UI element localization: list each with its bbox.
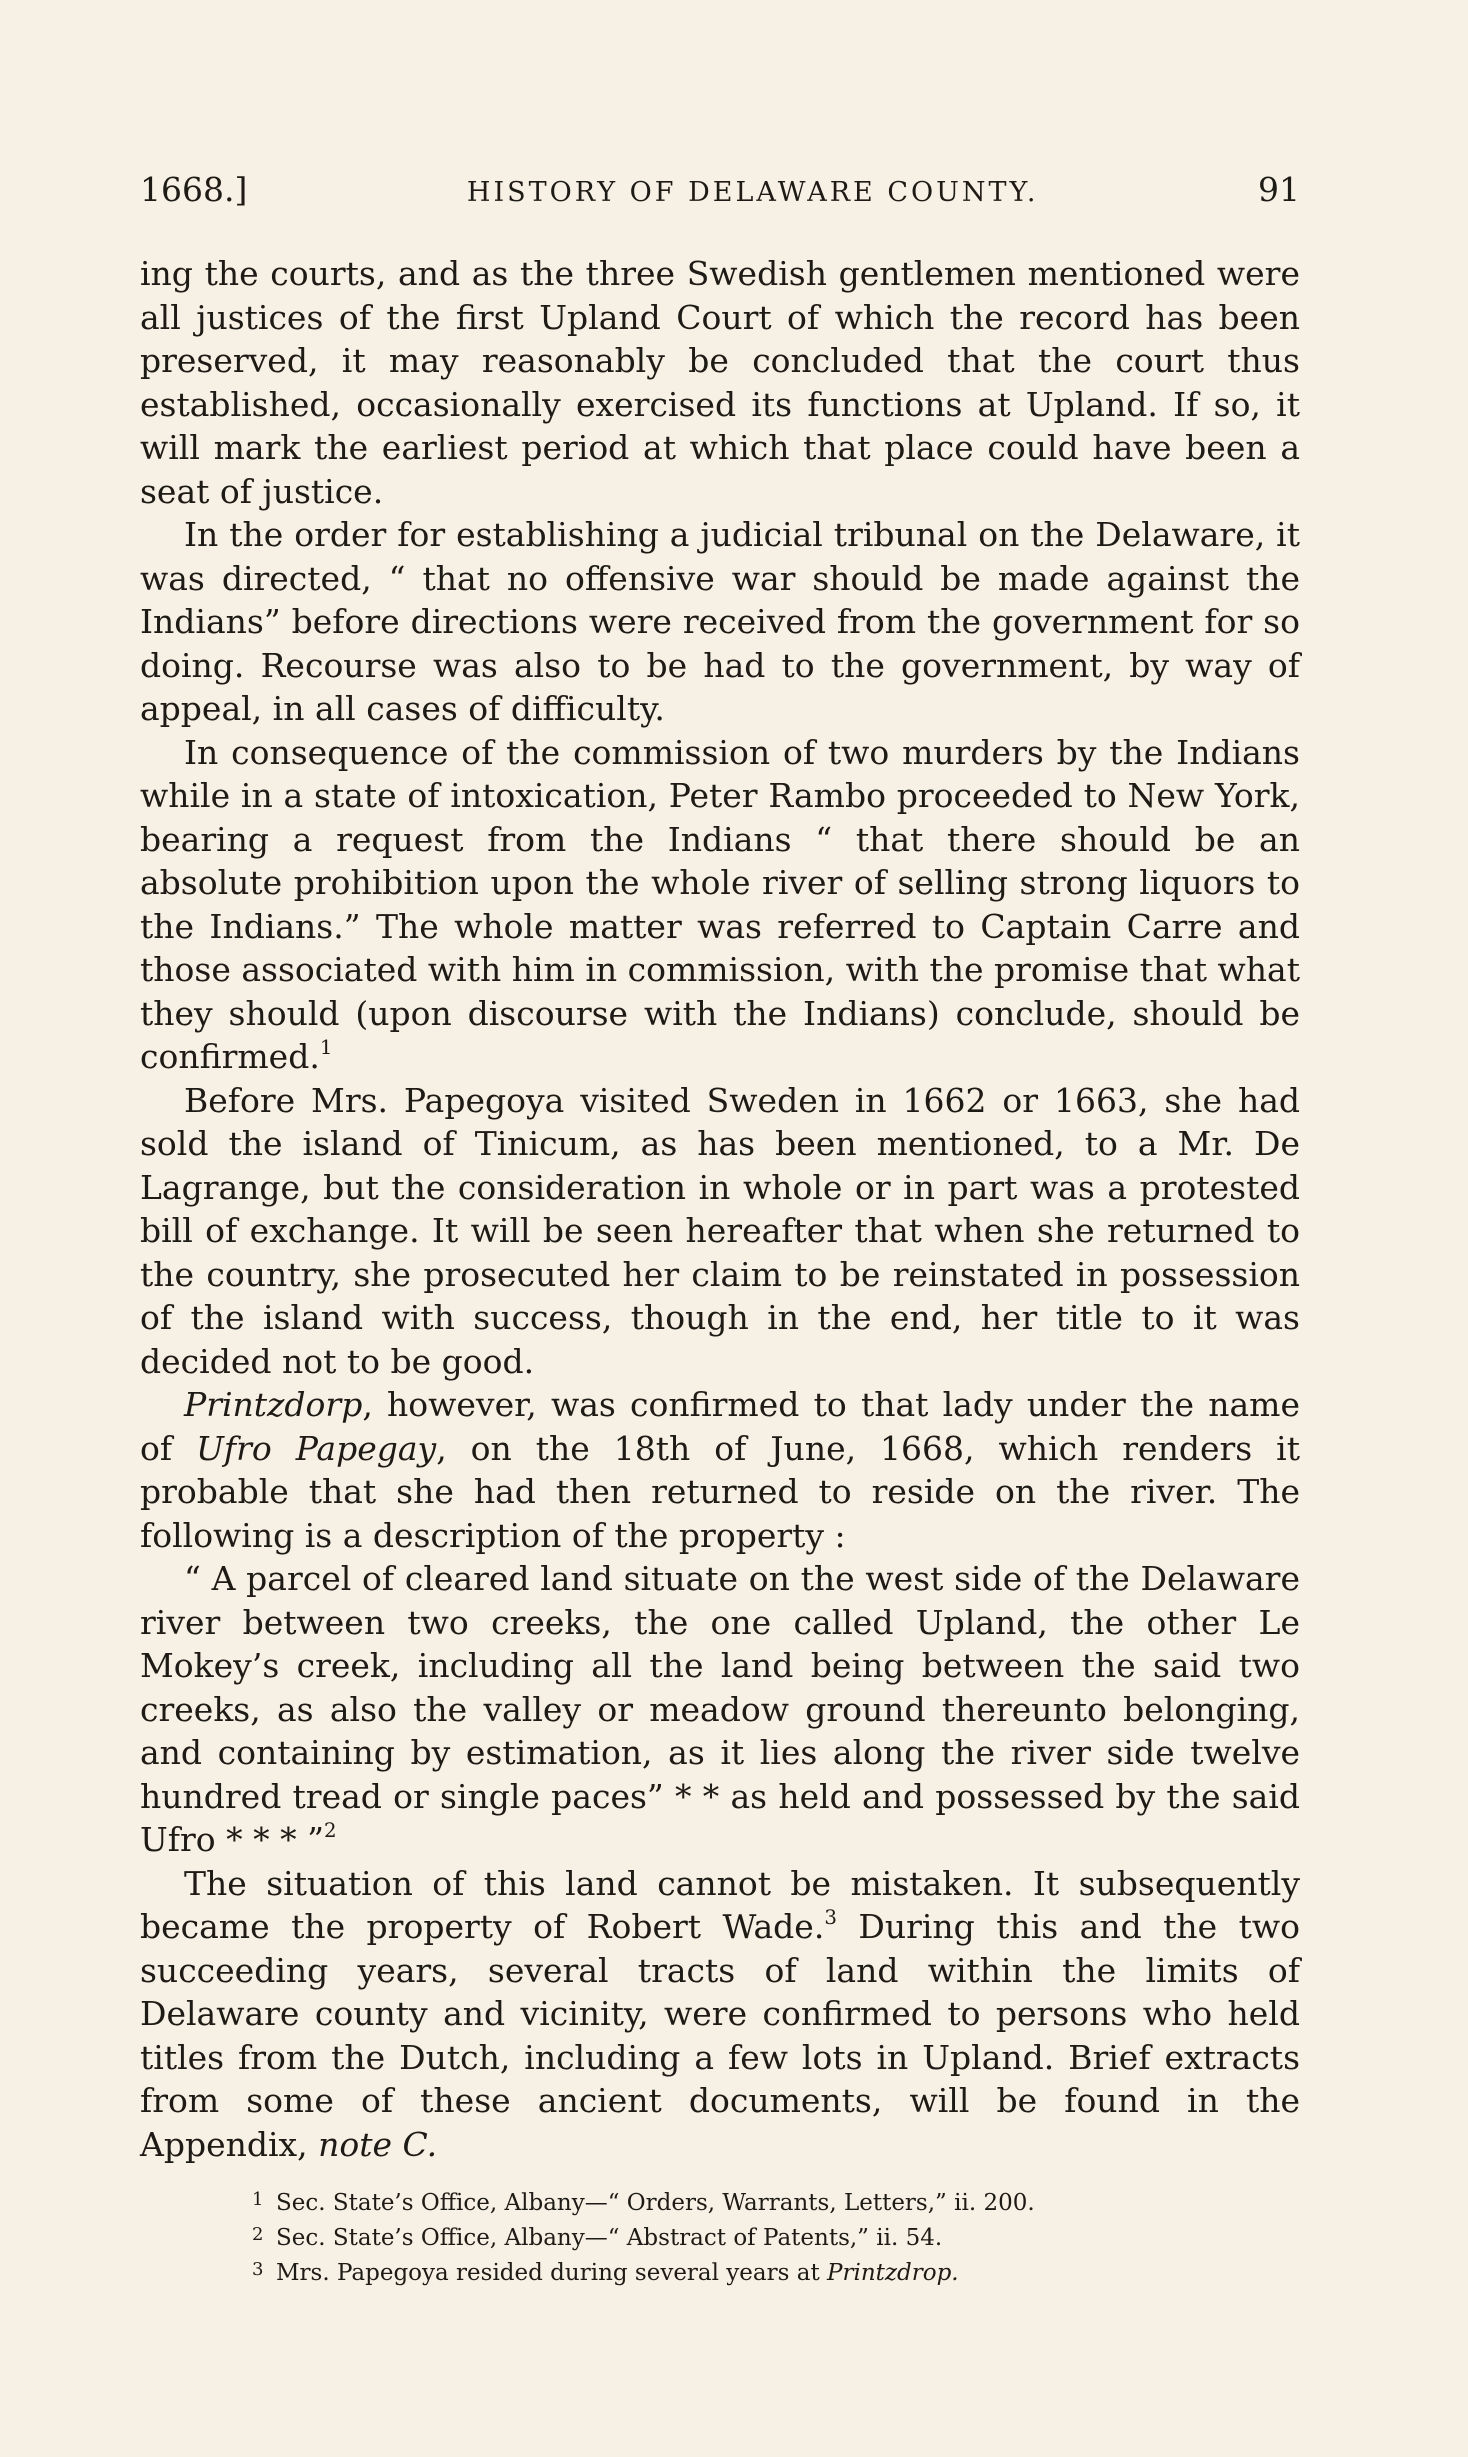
paragraph-3-text: In consequence of the commission of two murders by the Indians while in a state of intoxication, Peter Rambo proceeded to New York, bearing a request from the Indians “ that there should be an absolute prohibition upon the whole river of selling strong liquors to the Indians.” The whole matter was referred to Captain Carre and those associated with him in commission, with the promise that what they should (upon discourse with the Indians) conclude, should be confirmed. (140, 732, 1300, 1076)
paragraph-6-text: “ A parcel of cleared land situate on the west side of the Delaware river between two creeks, the one called Upland, the other Le Mokey’s creek, including all the land being between the said two creeks, as also the valley or meadow ground thereunto belonging, and containing by estimation, as it lies along the river side twelve hundred tread or single paces” * * as held and possessed by the said Ufro * * * ” (140, 1559, 1300, 1859)
paragraph-5 (140, 1383, 1300, 1557)
italic-printzdorp: Printzdorp (184, 1385, 363, 1424)
footnote-2 (252, 2219, 1300, 2254)
page-number: 91 (1258, 170, 1300, 209)
footnote-ref-3: 3 (824, 1906, 837, 1930)
footnote-3-text: Mrs. Papegoya resided during several years at (276, 2260, 828, 2286)
running-head-year: 1668.] (140, 170, 248, 209)
paragraph-7-text-b: During this and the two succeeding years, several tracts of land within the limits of Delaware county and vicinity, were confirmed to persons who held titles from the Dutch, including a few lots in Upland. Brief extracts from some of these ancient documents, will be found in the Appendix, (140, 1907, 1301, 2164)
footnote-ref-2: 2 (324, 1819, 337, 1843)
footnote-3-number: 3 (252, 2259, 264, 2280)
page (140, 170, 1300, 2289)
italic-note-c: note C. (318, 2124, 438, 2164)
paragraph-3 (140, 731, 1300, 1079)
running-head-title: HISTORY OF DELAWARE COUNTY. (466, 177, 1039, 208)
footnote-3-italic: Printzdrop. (827, 2260, 959, 2286)
paragraph-5-text-a: , however, was confirmed to that lady under the name of (140, 1385, 1300, 1468)
paragraph-7 (140, 1862, 1300, 2167)
footnote-ref-1: 1 (319, 1036, 333, 1060)
paragraph-2: In the order for establishing a judicial tribunal on the Delaware, it was directed, “ that no offensive war should be made against the Indians” before directions were received from the government for so doing. Recourse was also to be had to the government, by way of appeal, in all cases of difficulty. (140, 515, 1300, 728)
body-text (140, 252, 1300, 2166)
italic-ufro-papegay: Ufro Papegay (196, 1428, 437, 1468)
paragraph-1: ing the courts, and as the three Swedish gentlemen mentioned were all justices of the first Upland Court of which the record has been preserved, it may reasonably be concluded that the court thus established, occasionally exercised its functions at Upland. If so, it will mark the earliest period at which that place could have been a seat of justice. (140, 254, 1300, 511)
running-head (140, 170, 1300, 218)
footnote-1-text: Sec. State’s Office, Albany—“ Orders, Warrants, Letters,” ii. 200. (276, 2190, 1035, 2216)
footnote-2-number: 2 (252, 2224, 264, 2245)
paragraph-6-quote (140, 1557, 1300, 1862)
footnote-1-number: 1 (252, 2189, 264, 2210)
paragraph-4: Before Mrs. Papegoya visited Sweden in 1662 or 1663, she had sold the island of Tinicum, as has been mentioned, to a Mr. De Lagrange, but the consideration in whole or in part was a protested bill of exchange. It will be seen hereafter that when she returned to the country, she prosecuted her claim to be reinstated in possession of the island with success, though in the end, her title to it was decided not to be good. (140, 1080, 1300, 1381)
footnote-2-text: Sec. State’s Office, Albany—“ Abstract of Patents,” ii. 54. (276, 2225, 943, 2251)
paragraph-5-text-b: , on the 18th of June, 1668, which renders it probable that she had then returned to reside on the river. The following is a description of the property : (140, 1428, 1300, 1555)
footnote-1 (252, 2184, 1300, 2219)
footnote-3 (252, 2254, 1300, 2289)
paragraph-7-text-a: The situation of this land cannot be mistaken. It subsequently became the property of Robert Wade. (140, 1863, 1300, 1946)
footnotes (140, 2184, 1300, 2289)
